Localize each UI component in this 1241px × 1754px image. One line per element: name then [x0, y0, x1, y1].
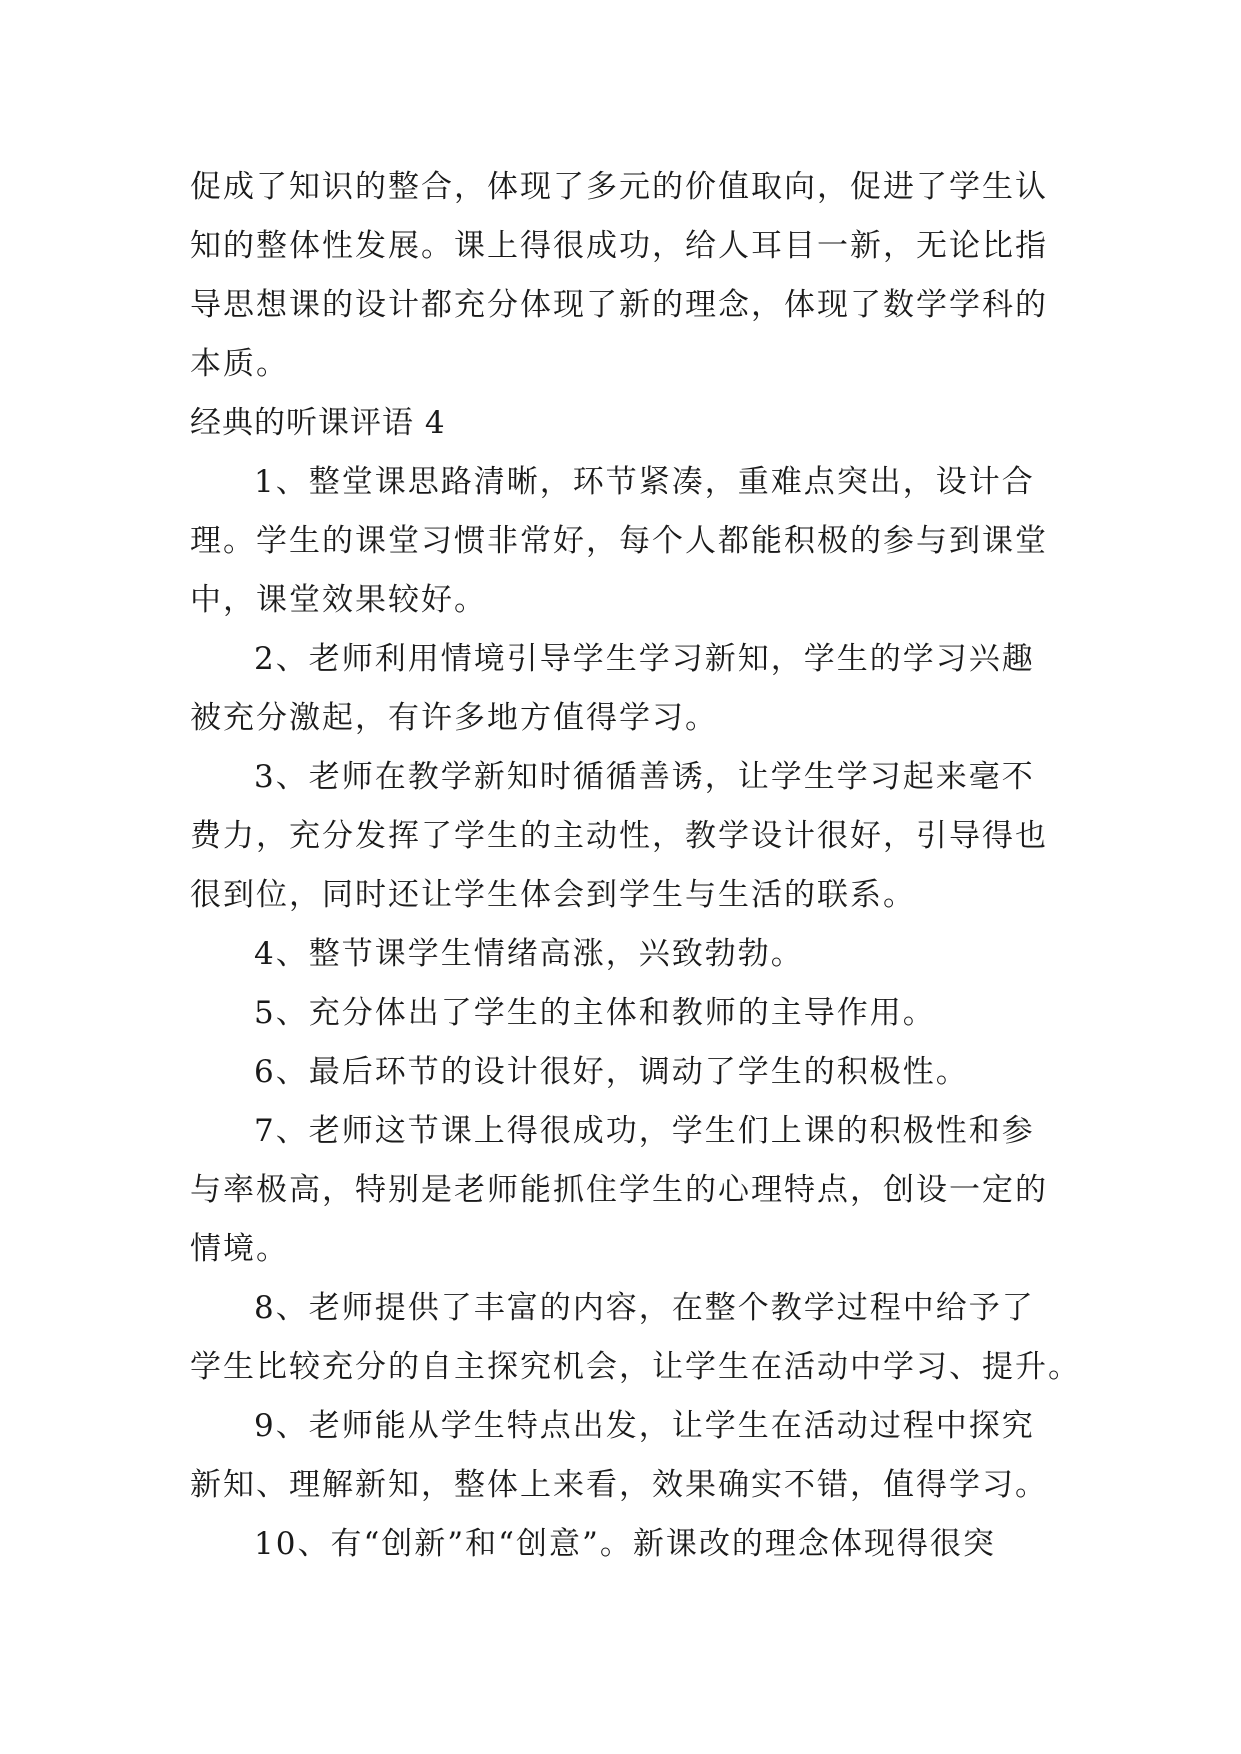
text-line: 5、充分体出了学生的主体和教师的主导作用。 [254, 995, 936, 1031]
continuation-paragraph [190, 158, 1070, 394]
list-item [190, 1279, 1081, 1397]
text-line: 被充分激起，有许多地方值得学习。 [190, 700, 718, 736]
list-item [190, 1043, 1070, 1102]
text-line: 很到位，同时还让学生体会到学生与生活的联系。 [190, 877, 916, 913]
text-line: 学生比较充分的自主探究机会，让学生在活动中学习、提升。 [190, 1349, 1081, 1385]
text-line: 3、老师在教学新知时循循善诱，让学生学习起来毫不 [254, 759, 1035, 795]
text-line: 1、整堂课思路清晰，环节紧凑，重难点突出，设计合 [254, 464, 1035, 500]
text-line: 10、有“创新”和“创意”。新课改的理念体现得很突 [254, 1526, 996, 1562]
text-line: 本质。 [190, 346, 289, 382]
text-line: 4、整节课学生情绪高涨，兴致勃勃。 [254, 936, 804, 972]
text-line: 新知、理解新知，整体上来看，效果确实不错，值得学习。 [190, 1467, 1048, 1503]
text-line: 6、最后环节的设计很好，调动了学生的积极性。 [254, 1054, 969, 1090]
text-line: 知的整体性发展。课上得很成功，给人耳目一新，无论比指 [190, 228, 1048, 264]
text-line: 9、老师能从学生特点出发，让学生在活动过程中探究 [254, 1408, 1035, 1444]
text-line: 中，课堂效果较好。 [190, 582, 487, 618]
list-item [190, 1515, 1070, 1574]
list-item [190, 925, 1070, 984]
text-line: 导思想课的设计都充分体现了新的理念，体现了数学学科的 [190, 287, 1048, 323]
list-item [190, 630, 1070, 748]
list-item [190, 748, 1070, 925]
list-item [190, 453, 1070, 630]
section-heading: 经典的听课评语 4 [190, 405, 446, 441]
text-line: 情境。 [190, 1231, 289, 1267]
text-line: 促成了知识的整合，体现了多元的价值取向，促进了学生认 [190, 169, 1048, 205]
text-line: 费力，充分发挥了学生的主动性，教学设计很好，引导得也 [190, 818, 1048, 854]
text-line: 2、老师利用情境引导学生学习新知，学生的学习兴趣 [254, 641, 1035, 677]
list-item [190, 1397, 1070, 1515]
list-item [190, 984, 1070, 1043]
text-line: 理。学生的课堂习惯非常好，每个人都能积极的参与到课堂 [190, 523, 1048, 559]
document-body [190, 158, 1081, 1574]
list-item [190, 1102, 1070, 1279]
text-line: 8、老师提供了丰富的内容，在整个教学过程中给予了 [254, 1290, 1035, 1326]
text-line: 7、老师这节课上得很成功，学生们上课的积极性和参 [254, 1113, 1035, 1149]
text-line: 与率极高，特别是老师能抓住学生的心理特点，创设一定的 [190, 1172, 1048, 1208]
